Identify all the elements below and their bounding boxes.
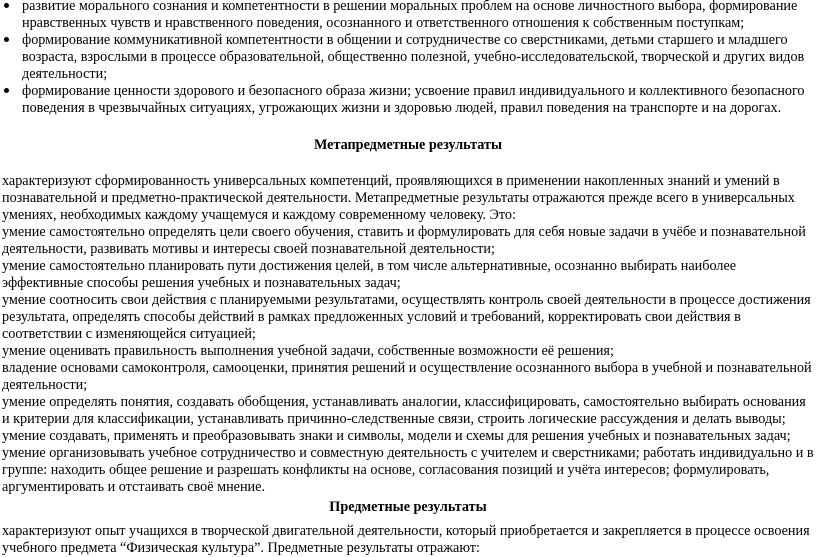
meta-item: умение создавать, применять и преобразовывать знаки и символы, модели и схемы для решения учебных и познавательных задач; [2,428,791,444]
list-item-text: развитие морального сознания и компетентности в решении моральных проблем на основе личностного выбора, формирование нравственных чувств и нравственного поведения, осознанного и ответственного отношения к собственным поступкам; [22,0,798,31]
meta-item: умение соотносить свои действия с планируемыми результатами, осуществлять контроль своей деятельности в процессе достижения результата, определять способы действий в рамках предложенных условий и требований, корректировать свои действия в соответствии с изменяющейся ситуацией; [2,292,811,342]
meta-results-items [0,224,816,496]
meta-results-heading: Метапредметные результаты [313,137,503,153]
list-item-text: формирование коммуникативной компетентности в общении и сотрудничестве со сверстниками, детьми старшего и младшего возраста, взрослыми в процессе образовательной, общественно полезной, учебно-исследовательской, творческой и других видов деятельности; [22,32,805,82]
meta-results-intro: характеризуют сформированность универсальных компетенций, проявляющихся в применении накопленных знаний и умений в познавательной и предметно-практической деятельности. Метапредметные результаты отражаются прежде всего в универсальных умениях, необходимых каждому учащемуся и каждому современному человеку. Это: [2,173,795,223]
bullet-dot-icon [4,88,9,93]
bullet-dot-icon [4,37,9,42]
subject-results-intro: характеризуют опыт учащихся в творческой двигательной деятельности, который приобретается и закрепляется в процессе освоения учебного предмета “Физическая культура”. Предметные результаты отражают: [2,523,810,556]
bullet-dot-icon [4,3,9,8]
subject-results-heading: Предметные результаты [329,499,487,515]
list-item [22,0,816,32]
meta-item: владение основами самоконтроля, самооценки, принятия решений и осуществление осознанного выбора в учебной и познавательной деятельности; [2,360,812,393]
list-item [22,32,816,83]
personal-results-list [0,0,816,117]
meta-item: умение организовывать учебное сотрудничество и совместную деятельность с учителем и сверстниками; работать индивидуально и в группе: находить общее решение и разрешать конфликты на основе, согласования позиций и учёта интересов; формулировать, аргументировать и отстаивать своё мнение. [2,445,814,495]
meta-item: умение определять понятия, создавать обобщения, устанавливать аналогии, классифицировать, самостоятельно выбирать основания и критерии для классификации, устанавливать причинно-следственные связи, строить логические рассуждения и делать выводы; [2,394,806,427]
list-item-text: формирование ценности здорового и безопасного образа жизни; усвоение правил индивидуального и коллективного безопасного поведения в чрезвычайных ситуациях, угрожающих жизни и здоровью людей, правил поведения на транспорте и на дорогах. [22,83,805,116]
list-item [22,83,816,117]
meta-item: умение самостоятельно планировать пути достижения целей, в том числе альтернативные, осознанно выбирать наиболее эффективные способы решения учебных и познавательных задач; [2,258,737,291]
meta-item: умение самостоятельно определять цели своего обучения, ставить и формулировать для себя новые задачи в учёбе и познавательной деятельности, развивать мотивы и интересы своей познавательной деятельности; [2,224,806,257]
meta-item: умение оценивать правильность выполнения учебной задачи, собственные возможности её решения; [2,343,614,359]
